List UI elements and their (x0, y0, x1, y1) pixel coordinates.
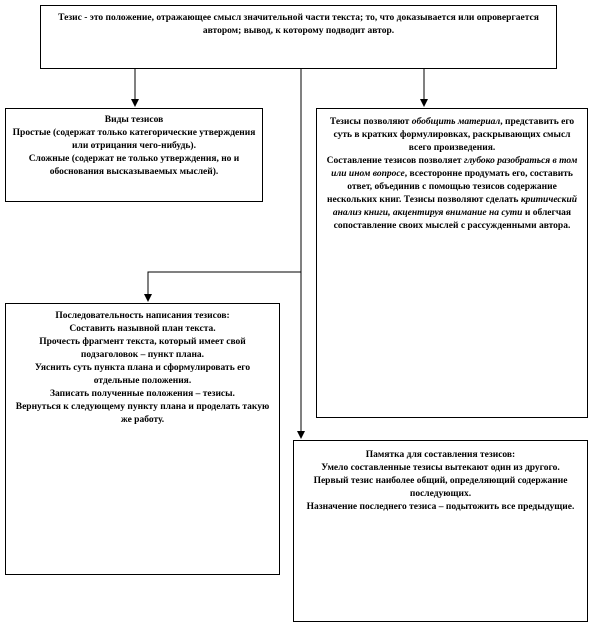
sequence-step-5: Вернуться к следующему пункту плана и проделать такую же работу. (15, 402, 270, 425)
thesis-purpose-box (316, 108, 588, 418)
purpose-text-5: и облегчая сопоставление своих мыслей с рассужденными автора. (333, 208, 572, 231)
purpose-text-4: , всесторонне продумать его, составить ответ, объединив с помощью тезисов содержание нескольких книг. Тезисы позволяют сделать (326, 169, 573, 205)
thesis-types-box (5, 108, 263, 202)
sequence-step-4: Записать полученные положения – тезисы. (50, 389, 235, 399)
thesis-types-title: Виды тезисов (104, 115, 164, 125)
memo-item-3: Назначение последнего тезиса – подытожить все предыдущие. (306, 502, 575, 512)
purpose-text-2: , представить его суть в кратких формулировках, раскрывающих смысл всего произведения. (333, 117, 575, 153)
arrow-to-sequence (148, 272, 301, 301)
purpose-text-3: Составление тезисов позволяет (326, 156, 464, 166)
purpose-emphasis-1: обобщить материал (411, 117, 501, 127)
sequence-step-1: Составить назывной план текста. (69, 324, 216, 334)
sequence-step-2: Прочесть фрагмент текста, который имеет свой подзаголовок – пункт плана. (39, 337, 246, 360)
thesis-types-simple: Простые (содержат только категорические утверждения или отрицания чего-нибудь). (12, 128, 256, 151)
thesis-definition-box (40, 5, 557, 69)
purpose-text-1: Тезисы позволяют (329, 117, 412, 127)
memo-title: Памятка для составления тезисов: (365, 450, 516, 460)
memo-item-1: Умело составленные тезисы вытекают один из другого. (321, 463, 560, 473)
memo-box (293, 440, 588, 622)
sequence-step-3: Уяснить суть пункта плана и сформулировать его отдельные положения. (34, 363, 251, 386)
memo-item-2: Первый тезис наиболее общий, определяющий содержание последующих. (313, 476, 568, 499)
purpose-emphasis-3: критический анализ книги, акцентируя внимание на сути (332, 195, 578, 218)
sequence-title: Последовательность написания тезисов: (55, 311, 230, 321)
thesis-definition-text: Тезис - это положение, отражающее смысл значительной части текста; то, что доказывается или опровергается автором; вывод, к которому подводит автор. (58, 13, 539, 36)
thesis-types-complex: Сложные (содержат не только утверждения, но и обоснования высказываемых мыслей). (28, 154, 240, 177)
purpose-emphasis-2: глубоко разобраться в том или ином вопросе (331, 156, 578, 179)
writing-sequence-box (5, 303, 280, 575)
